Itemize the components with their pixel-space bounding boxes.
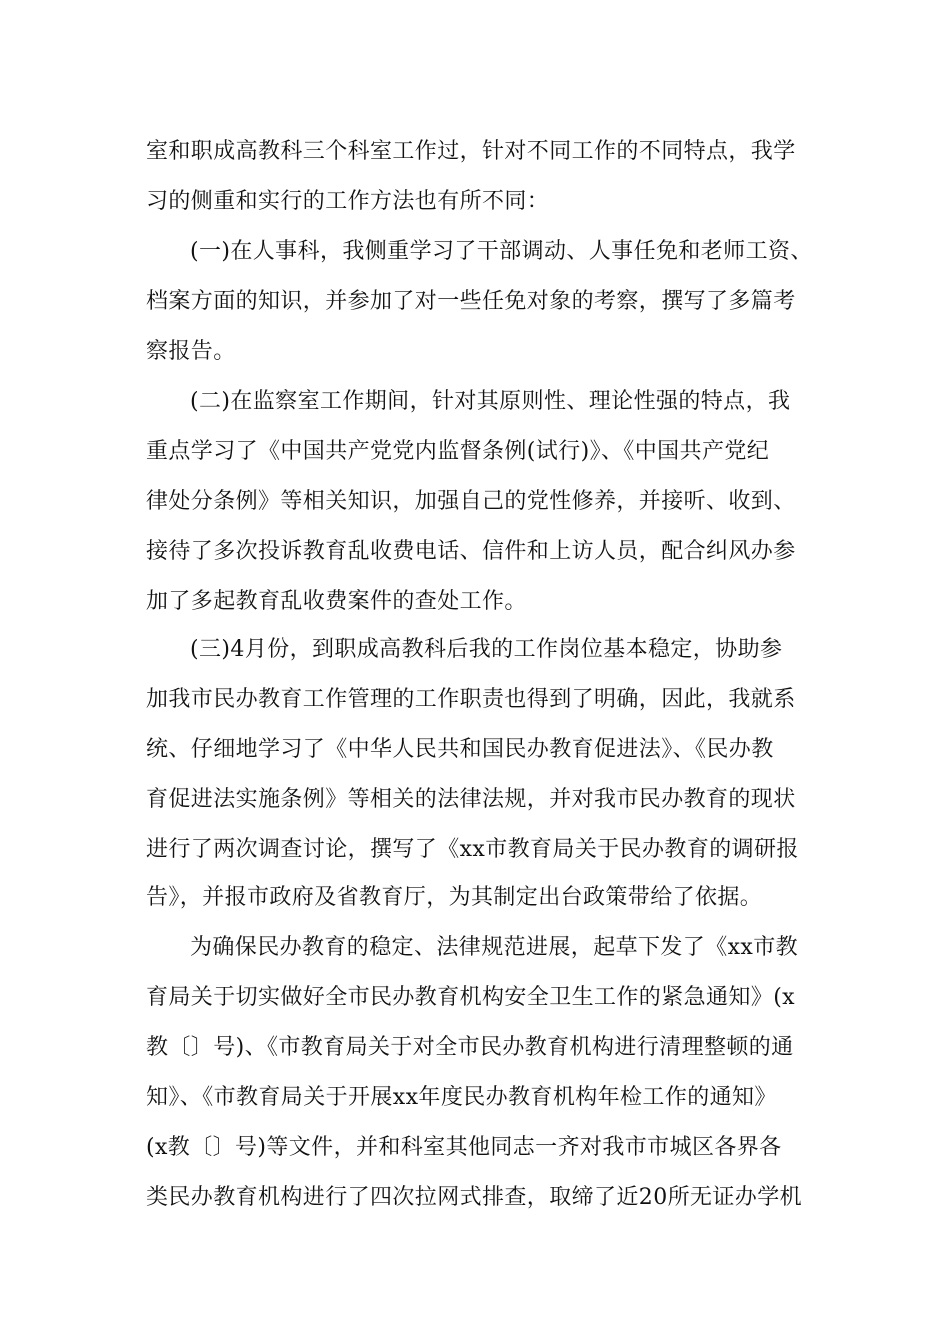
- text-line: 类民办教育机构进行了四次拉网式排查，取缔了近20所无证办学机: [146, 1185, 802, 1210]
- paragraph-2-start: (二)在监察室工作期间，针对其原则性、理论性强的特点，我: [190, 389, 791, 414]
- text-line: 进行了两次调查讨论，撰写了《xx市教育局关于民办教育的调研报: [146, 837, 799, 862]
- text-line: 育局关于切实做好全市民办教育机构安全卫生工作的紧急通知》(x: [146, 985, 795, 1010]
- paragraph-1-start: (一)在人事科，我侧重学习了干部调动、人事任免和老师工资、: [190, 239, 813, 264]
- text-line: 律处分条例》等相关知识，加强自己的党性修养，并接听、收到、: [146, 489, 796, 514]
- paragraph-3-start: (三)4月份，到职成高教科后我的工作岗位基本稳定，协助参: [190, 637, 783, 662]
- text-line: (x教〔〕号)等文件，并和科室其他同志一齐对我市市城区各界各: [146, 1135, 782, 1160]
- text-line: 加了多起教育乱收费案件的查处工作。: [146, 589, 527, 614]
- paragraph-4-start: 为确保民办教育的稳定、法律规范进展，起草下发了《xx市教: [190, 935, 799, 960]
- text-line: 重点学习了《中国共产党党内监督条例(试行)》、《中国共产党纪: [146, 439, 770, 464]
- text-line: 加我市民办教育工作管理的工作职责也得到了明确，因此，我就系: [146, 687, 796, 712]
- text-line: 习的侧重和实行的工作方法也有所不同：: [146, 189, 550, 214]
- text-line: 教〔〕号)、《市教育局关于对全市民办教育机构进行清理整顿的通: [146, 1035, 794, 1060]
- text-line: 察报告。: [146, 339, 236, 364]
- text-line: 告》，并报市政府及省教育厅，为其制定出台政策带给了依据。: [146, 885, 763, 910]
- text-line: 统、仔细地学习了《中华人民共和国民办教育促进法》、《民办教: [146, 737, 774, 762]
- text-line: 育促进法实施条例》等相关的法律法规，并对我市民办教育的现状: [146, 787, 796, 812]
- text-line: 知》、《市教育局关于开展xx年度民办教育机构年检工作的通知》: [146, 1085, 777, 1110]
- text-line: 接待了多次投诉教育乱收费电话、信件和上访人员，配合纠风办参: [146, 539, 796, 564]
- text-line: 档案方面的知识，并参加了对一些任免对象的考察，撰写了多篇考: [146, 289, 796, 314]
- text-line: 室和职成高教科三个科室工作过，针对不同工作的不同特点，我学: [146, 139, 796, 164]
